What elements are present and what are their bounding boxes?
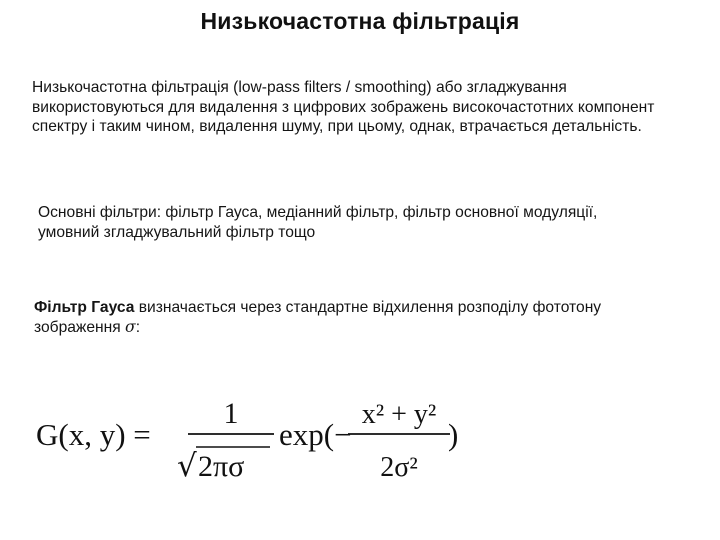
gauss-description: визначається через стандартне відхилення розподілу фототону зображення bbox=[34, 299, 602, 336]
gauss-paragraph bbox=[34, 298, 674, 337]
formula-numerator: 1 bbox=[223, 397, 239, 430]
formula-exp-denominator: 2σ² bbox=[380, 452, 418, 483]
gaussian-formula-svg bbox=[28, 390, 458, 490]
gauss-term: Фільтр Гауса bbox=[34, 299, 135, 316]
formula-sqrt-sign: √ bbox=[177, 448, 197, 484]
slide-title: Низькочастотна фільтрація bbox=[200, 8, 520, 34]
formula-lhs: G(x, y) = bbox=[36, 417, 151, 452]
formula-exp-numerator: x² + y² bbox=[361, 399, 437, 430]
formula-exp: exp(− bbox=[279, 417, 352, 452]
formula-denominator: 2πσ bbox=[198, 450, 245, 483]
sigma-symbol: σ bbox=[125, 317, 136, 336]
filters-paragraph: Основні фільтри: фільтр Гауса, медіанний фільтр, фільтр основної модуляції, умовний згладжувальний фільтр тощо bbox=[38, 204, 598, 241]
intro-paragraph: Низькочастотна фільтрація (low-pass filters / smoothing) або згладжування використовуються для видалення з цифрових зображень високочастотних компонент спектру і таким чином, видалення шуму, при цьому, однак, втрачається детальність. bbox=[32, 79, 655, 135]
gauss-tail: : bbox=[135, 318, 141, 336]
gaussian-formula bbox=[28, 390, 458, 490]
formula-close: ) bbox=[448, 417, 458, 452]
